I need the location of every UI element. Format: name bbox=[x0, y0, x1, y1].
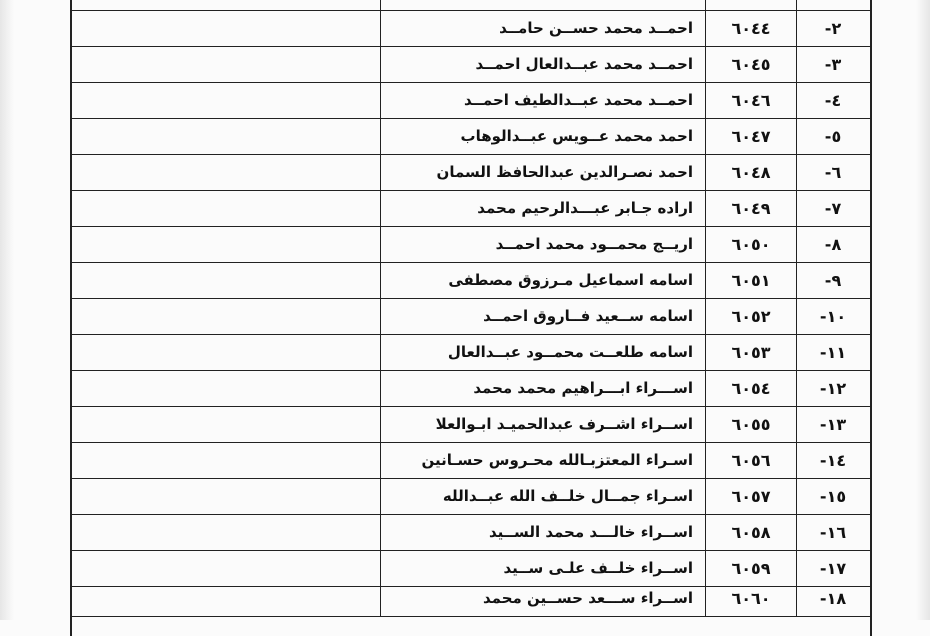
seat-number: ٦٠٥٧ bbox=[706, 478, 797, 514]
notes-cell bbox=[70, 298, 381, 334]
seat-number: ٦٠٥٦ bbox=[706, 442, 797, 478]
notes-cell bbox=[70, 370, 381, 406]
student-name: اســـراء ابـــراهيم محمد محمد bbox=[380, 370, 706, 406]
notes-cell bbox=[70, 406, 381, 442]
row-number: ٥- bbox=[824, 126, 842, 146]
seat-number: ٦٠٥٤ bbox=[706, 370, 797, 406]
row-number: ١٥- bbox=[819, 486, 847, 506]
student-name: احمــد محمد عبــدالطيف احمــد bbox=[380, 82, 706, 118]
scan-left-edge bbox=[0, 0, 14, 620]
table-row bbox=[70, 190, 870, 227]
row-number: ٨- bbox=[824, 234, 842, 254]
notes-cell bbox=[70, 262, 381, 298]
seat-number: ٦٠٤٤ bbox=[706, 10, 797, 46]
row-number: ٢- bbox=[824, 18, 842, 38]
row-number: ٧- bbox=[824, 198, 842, 218]
seat-number: ٦٠٤٩ bbox=[706, 190, 797, 226]
notes-cell bbox=[70, 190, 381, 226]
notes-cell bbox=[70, 580, 381, 616]
student-name bbox=[380, 0, 706, 10]
notes-cell bbox=[70, 118, 381, 154]
row-number: ٣- bbox=[824, 54, 842, 74]
table-row bbox=[70, 334, 870, 371]
seat-number: ٦٠٤٥ bbox=[706, 46, 797, 82]
notes-cell bbox=[70, 226, 381, 262]
notes-cell bbox=[70, 82, 381, 118]
seat-number: ٦٠٥٥ bbox=[706, 406, 797, 442]
row-number: ١٨- bbox=[819, 588, 847, 608]
table-row bbox=[70, 10, 870, 47]
student-name: اســراء ســـعد حســين محمد bbox=[380, 580, 706, 616]
table-row bbox=[70, 226, 870, 263]
table-row bbox=[70, 154, 870, 191]
student-name: اراده جـابر عبـــدالرحيم محمد bbox=[380, 190, 706, 226]
student-name: اسـراء المعتزبـالله محـروس حسـانين bbox=[380, 442, 706, 478]
seat-number: ٦٠٤٦ bbox=[706, 82, 797, 118]
student-name: اسامه طلعــت محمــود عبــدالعال bbox=[380, 334, 706, 370]
seat-number: ٦٠٥١ bbox=[706, 262, 797, 298]
seat-number: ٦٠٥٨ bbox=[706, 514, 797, 550]
student-name: اريــج محمــود محمد احمــد bbox=[380, 226, 706, 262]
student-name: اســراء خالـــد محمد الســيد bbox=[380, 514, 706, 550]
table-row bbox=[70, 82, 870, 119]
seat-number: ٦٠٤٨ bbox=[706, 154, 797, 190]
student-name: اسامه اسماعيل مـرزوق مصطفى bbox=[380, 262, 706, 298]
row-number: ٦- bbox=[824, 162, 842, 182]
student-name: اسامه ســعيد فــاروق احمــد bbox=[380, 298, 706, 334]
row-number bbox=[796, 0, 870, 10]
seat-number: ٦٠٤٧ bbox=[706, 118, 797, 154]
row-number: ١٤- bbox=[819, 450, 847, 470]
student-name: احمد محمد عــويس عبــدالوهاب bbox=[380, 118, 706, 154]
table-row bbox=[70, 406, 870, 443]
student-name: اســراء خلــف علـى ســيد bbox=[380, 550, 706, 586]
table-row bbox=[70, 262, 870, 299]
table-row bbox=[70, 370, 870, 407]
notes-cell bbox=[70, 478, 381, 514]
row-number: ١٠- bbox=[819, 306, 847, 326]
table-row bbox=[70, 580, 870, 617]
student-name: احمــد محمد عبــدالعال احمــد bbox=[380, 46, 706, 82]
table-row bbox=[70, 514, 870, 551]
seat-number: ٦٠٥٠ bbox=[706, 226, 797, 262]
table-row bbox=[70, 478, 870, 515]
row-number: ١٦- bbox=[819, 522, 847, 542]
scan-right-edge bbox=[916, 0, 930, 620]
table-row bbox=[70, 46, 870, 83]
row-number: ٤- bbox=[824, 90, 842, 110]
table-row bbox=[70, 118, 870, 155]
table-row bbox=[70, 442, 870, 479]
notes-cell bbox=[70, 154, 381, 190]
notes-cell bbox=[70, 0, 381, 10]
notes-cell bbox=[70, 514, 381, 550]
notes-cell bbox=[70, 334, 381, 370]
seat-number bbox=[706, 0, 797, 10]
notes-cell bbox=[70, 442, 381, 478]
row-number: ١١- bbox=[819, 342, 847, 362]
row-number: ١٢- bbox=[819, 378, 847, 398]
student-name: احمد نصـرالدين عبدالحافظ السمان bbox=[380, 154, 706, 190]
notes-cell bbox=[70, 46, 381, 82]
seat-number: ٦٠٥٩ bbox=[706, 550, 797, 586]
row-number: ٩- bbox=[824, 270, 842, 290]
notes-cell bbox=[70, 10, 381, 46]
student-name: اسـراء جمــال خلــف الله عبــدالله bbox=[380, 478, 706, 514]
table-row bbox=[70, 298, 870, 335]
student-name: اســراء اشــرف عبدالحميـد ابـوالعلا bbox=[380, 406, 706, 442]
student-name: احمــد محمد حســن حامــد bbox=[380, 10, 706, 46]
row-number: ١٣- bbox=[819, 414, 847, 434]
seat-number: ٦٠٥٣ bbox=[706, 334, 797, 370]
seat-number: ٦٠٥٢ bbox=[706, 298, 797, 334]
seat-number: ٦٠٦٠ bbox=[706, 580, 797, 616]
row-number: ١٧- bbox=[819, 558, 847, 578]
